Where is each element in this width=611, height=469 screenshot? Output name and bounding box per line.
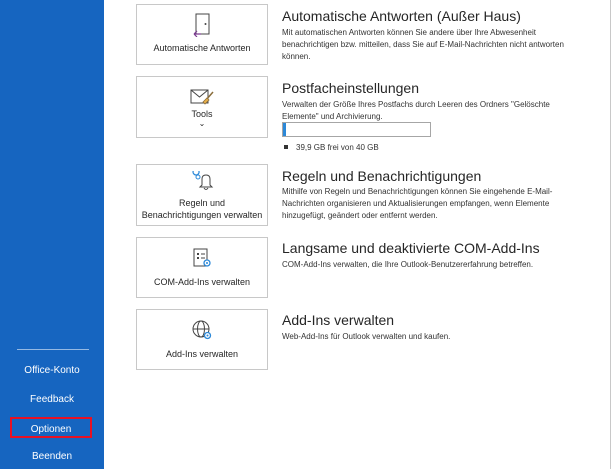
manage-addins-label: Add-Ins verwalten bbox=[165, 349, 239, 359]
mailbox-storage-value: 39,9 GB frei von 40 GB bbox=[296, 143, 379, 152]
com-addins-title: Langsame und deaktivierte COM-Add-Ins bbox=[282, 240, 540, 256]
backstage-sidebar bbox=[0, 0, 104, 469]
manage-addins-button[interactable] bbox=[136, 309, 268, 370]
sidebar-item-exit[interactable]: Beenden bbox=[31, 451, 73, 462]
mailbox-cleanup-icon bbox=[189, 87, 215, 107]
automatic-replies-title: Automatische Antworten (Außer Haus) bbox=[282, 8, 521, 24]
sidebar-item-options[interactable]: Optionen bbox=[10, 417, 92, 438]
sidebar-item-office-account[interactable]: Office-Konto bbox=[24, 365, 80, 376]
mailbox-settings-title: Postfacheinstellungen bbox=[282, 80, 419, 96]
bullet-icon bbox=[284, 145, 288, 149]
mailbox-storage-bar bbox=[282, 122, 431, 137]
sidebar-divider bbox=[17, 349, 89, 350]
sidebar-item-feedback[interactable]: Feedback bbox=[30, 394, 74, 405]
manage-com-addins-button[interactable] bbox=[136, 237, 268, 298]
addins-description: Web-Add-Ins für Outlook verwalten und kaufen. bbox=[282, 332, 451, 341]
automatic-replies-button[interactable] bbox=[136, 4, 268, 65]
globe-gear-icon bbox=[191, 319, 213, 341]
manage-rules-alerts-label: Regeln und Benachrichtigungen verwalten bbox=[141, 198, 263, 220]
automatic-replies-description: Mit automatischen Antworten können Sie andere über Ihre Abwesenheit benachrichtigen bzw. mitteilen, dass Sie auf E-Mail-Nachrichten nicht antworten können. bbox=[282, 28, 564, 61]
auto-reply-icon bbox=[191, 13, 213, 37]
chevron-down-icon: ⌄ bbox=[198, 119, 206, 128]
mailbox-settings-description: Verwalten der Größe Ihres Postfachs durch Leeren des Ordners "Gelöschte Elemente" und Archivierung. bbox=[282, 100, 550, 121]
addins-title: Add-Ins verwalten bbox=[282, 312, 395, 328]
mailbox-storage-fill bbox=[283, 123, 286, 136]
rules-alerts-description: Mithilfe von Regeln und Benachrichtigungen können Sie eingehende E-Mail-Nachrichten organisieren und Aktualisierungen empfangen, wenn Elemente hinzugefügt, geändert oder entfernt werden. bbox=[282, 187, 553, 220]
automatic-replies-label: Automatische Antworten bbox=[153, 43, 251, 53]
manage-com-addins-label: COM-Add-Ins verwalten bbox=[153, 277, 251, 287]
manage-rules-alerts-button[interactable] bbox=[136, 164, 268, 226]
main-content bbox=[104, 0, 611, 469]
tools-label: Tools bbox=[191, 109, 213, 119]
com-addins-icon bbox=[191, 247, 213, 269]
rules-alerts-title: Regeln und Benachrichtigungen bbox=[282, 168, 482, 184]
tools-dropdown-button[interactable] bbox=[136, 76, 268, 138]
rules-alerts-icon bbox=[190, 171, 214, 193]
com-addins-description: COM-Add-Ins verwalten, die Ihre Outlook-Benutzererfahrung betreffen. bbox=[282, 260, 534, 269]
mailbox-storage-text bbox=[282, 142, 379, 154]
